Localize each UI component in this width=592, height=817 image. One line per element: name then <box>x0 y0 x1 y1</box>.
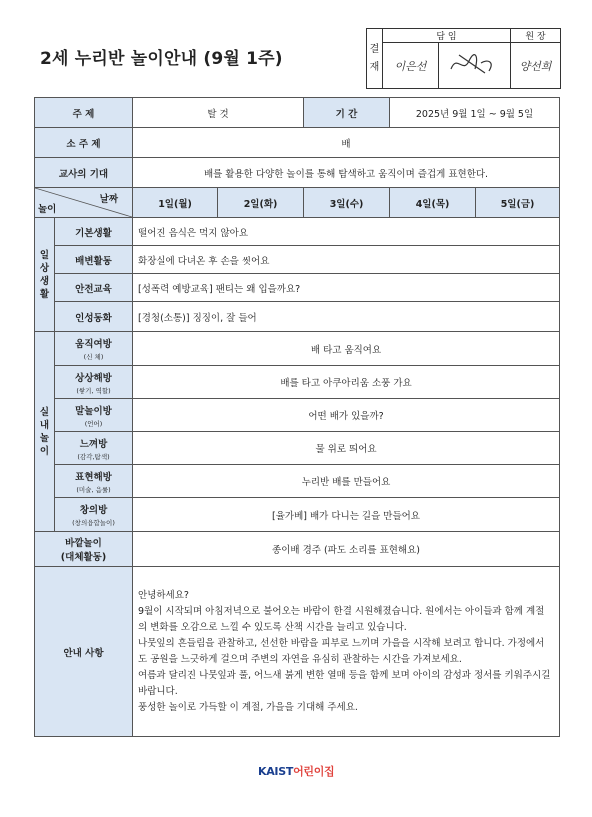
indoor-room-sub: (창의융합놀이) <box>72 519 115 527</box>
expectation-label: 교사의 기대 <box>35 158 133 188</box>
indoor-room-sub: (쌓기, 역할) <box>76 386 111 395</box>
daily-row-label: 인성동화 <box>55 302 133 332</box>
day-corner-cell <box>35 188 133 218</box>
indoor-play-group-label: 실 내 놀 이 <box>35 332 55 532</box>
daily-life-group-label: 일 상 생 활 <box>35 218 55 332</box>
indoor-room-name: 표현해방 <box>75 471 112 483</box>
approval-col-teacher: 담 임 <box>383 29 511 43</box>
indoor-row-value: 누리반 배를 만들어요 <box>133 465 560 498</box>
daily-row-value: 떨어진 음식은 먹지 않아요 <box>133 218 560 246</box>
subtopic-label: 소 주 제 <box>35 128 133 158</box>
indoor-room-name: 상상해방 <box>75 372 112 384</box>
subtopic-value: 배 <box>133 128 560 158</box>
indoor-row-label <box>55 432 133 465</box>
indoor-room-name: 느껴방 <box>79 438 108 450</box>
approval-col-director: 원 장 <box>511 29 561 43</box>
notice-line: 풍성한 놀이로 가득할 이 계절, 가을을 기대해 주세요. <box>138 701 358 713</box>
outdoor-label-sub: (대체활동) <box>60 552 107 563</box>
approval-box <box>366 28 561 89</box>
plan-table <box>34 97 560 737</box>
indoor-room-name: 창의방 <box>79 505 108 516</box>
signature-director: 양선희 <box>511 43 561 89</box>
page-title: 2세 누리반 놀이안내 (9월 1주) <box>40 49 283 69</box>
notice-line: 여름과 달리진 나뭇잎과 풀, 어느새 붉게 변한 열매 등을 함께 보며 아이의 감성과 정서를 키워주시길 바랍니다. <box>138 669 551 697</box>
indoor-row-value: [율가베] 배가 다니는 길을 만들어요 <box>133 498 560 532</box>
indoor-row-label <box>55 399 133 432</box>
indoor-row-value: 배를 타고 아쿠아리움 소풍 가요 <box>133 366 560 399</box>
corner-play-label: 놀이 <box>38 204 57 215</box>
daily-row-value: 화장실에 다녀온 후 손을 씻어요 <box>133 246 560 274</box>
signature-teacher-name: 이은선 <box>383 43 439 89</box>
indoor-row-label <box>55 465 133 498</box>
daily-row-value: [경청(소통)] 징징이, 잘 들어 <box>133 302 560 332</box>
notice-line: 안녕하세요? <box>138 589 189 601</box>
indoor-room-name: 말놀이방 <box>75 405 112 417</box>
indoor-room-sub: (미술, 음률) <box>76 485 111 494</box>
indoor-row-value: 배 타고 움직여요 <box>133 332 560 366</box>
day-header: 3일(수) <box>304 188 390 218</box>
notice-label: 안내 사항 <box>35 567 133 737</box>
indoor-row-value: 어떤 배가 있을까? <box>133 399 560 432</box>
daily-row-label: 안전교육 <box>55 274 133 302</box>
expectation-value: 배를 활용한 다양한 놀이를 통해 탐색하고 움직이며 즐겁게 표현한다. <box>133 158 560 188</box>
period-value: 2025년 9월 1일 ~ 9월 5일 <box>390 98 560 128</box>
daily-row-label: 기본생활 <box>55 218 133 246</box>
day-header: 1일(월) <box>133 188 218 218</box>
daily-row-label: 배변활동 <box>55 246 133 274</box>
topic-label: 주 제 <box>35 98 133 128</box>
daily-row-value: [성폭력 예방교육] 팬티는 왜 입을까요? <box>133 274 560 302</box>
day-header: 4일(목) <box>390 188 476 218</box>
outdoor-label <box>35 532 133 567</box>
topic-value: 탈 것 <box>133 98 304 128</box>
notice-body <box>133 567 560 737</box>
outdoor-label-main: 바깥놀이 <box>65 538 102 549</box>
signature-teacher-mark <box>439 43 511 89</box>
indoor-row-value: 물 위로 띄어요 <box>133 432 560 465</box>
indoor-row-label <box>55 332 133 366</box>
indoor-row-label <box>55 498 133 532</box>
notice-line: 9월이 시작되며 아침저녁으로 불어오는 바람이 한결 시원해졌습니다. 원에서는 아이들과 함께 계절의 변화를 오감으로 느낄 수 있도록 산책 시간을 늘리고 있습니다. <box>138 605 545 633</box>
approval-label: 결 재 <box>367 29 383 89</box>
period-label: 기 간 <box>304 98 390 128</box>
outdoor-value: 종이배 경주 (파도 소리를 표현해요) <box>133 532 560 567</box>
day-header: 5일(금) <box>476 188 560 218</box>
indoor-room-sub: (감각,탐색) <box>77 452 110 461</box>
indoor-room-sub: (신 체) <box>83 353 104 361</box>
indoor-room-name: 움직여방 <box>75 339 112 350</box>
corner-date-label: 날짜 <box>99 194 119 205</box>
indoor-row-label <box>55 366 133 399</box>
day-header: 2일(화) <box>218 188 304 218</box>
indoor-room-sub: (언어) <box>84 419 103 428</box>
notice-line: 나뭇잎의 흔들림을 관찰하고, 선선한 바람을 피부로 느끼며 가을을 시작해 보려고 합니다. 가정에서도 공원을 느긋하게 걸으며 주변의 자연을 유심히 관찰하는 시간을 가져보세요. <box>138 637 545 665</box>
kaist-kindergarten-logo: KAIST어린이집 <box>258 765 335 778</box>
